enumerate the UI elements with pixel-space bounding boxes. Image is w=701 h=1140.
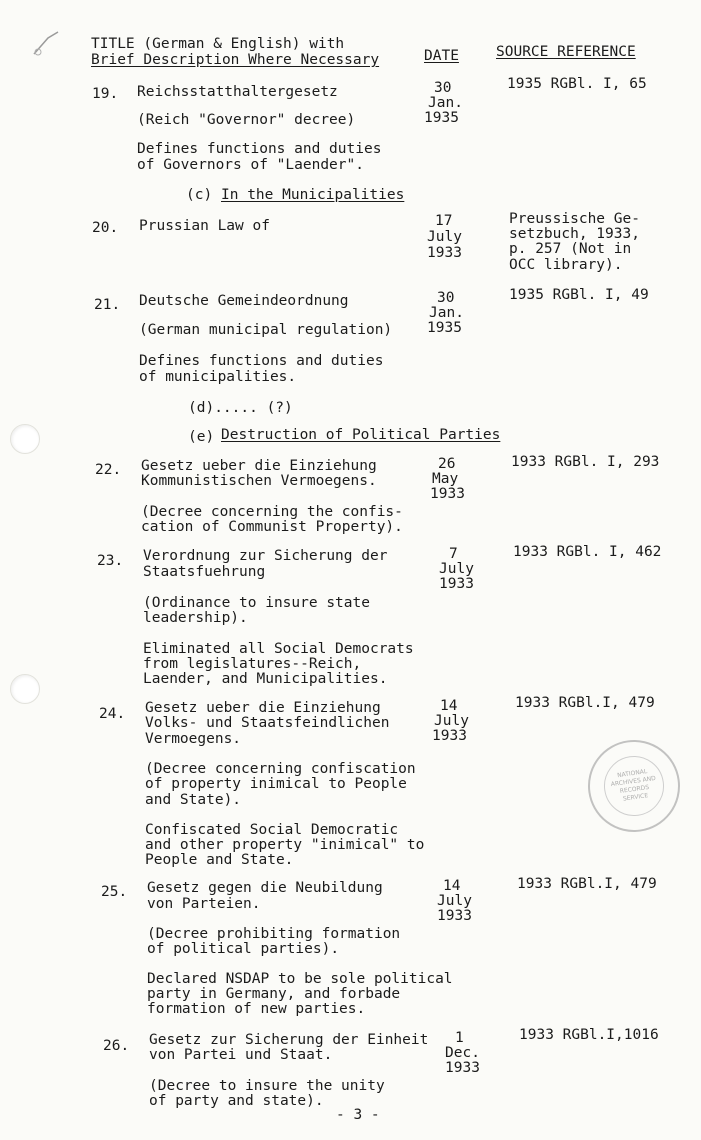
entry-date: July xyxy=(434,713,469,729)
entry-date: May xyxy=(432,471,459,487)
entry-number: 23. xyxy=(97,553,124,569)
entry-desc: and other property "inimical" to xyxy=(145,837,425,853)
entry-number: 25. xyxy=(101,884,128,900)
entry-title: Volks- und Staatsfeindlichen xyxy=(145,715,390,731)
header-date: DATE xyxy=(424,48,459,64)
entry-desc: People and State. xyxy=(145,852,294,868)
entry-desc: formation of new parties. xyxy=(147,1001,366,1017)
entry-english: (Decree to insure the unity xyxy=(149,1078,385,1094)
entry-title: Verordnung zur Sicherung der xyxy=(143,548,388,564)
subheading-d: (d)..... (?) xyxy=(188,400,293,416)
entry-english: (Decree concerning confiscation xyxy=(145,761,416,777)
header-title-line1: TITLE (German & English) with xyxy=(91,36,345,52)
corner-mark-icon xyxy=(30,28,64,58)
page-number: - 3 - xyxy=(336,1107,380,1123)
entry-title: Staatsfuehrung xyxy=(143,564,266,580)
entry-desc: of Governors of "Laender". xyxy=(137,157,364,173)
entry-date: July xyxy=(437,893,472,909)
punch-hole-icon xyxy=(10,674,40,704)
entry-english: of party and state). xyxy=(149,1093,324,1109)
entry-date: 1933 xyxy=(432,728,467,744)
entry-number: 26. xyxy=(103,1038,130,1054)
entry-title: Prussian Law of xyxy=(139,218,270,234)
entry-english: leadership). xyxy=(143,610,248,626)
entry-source: OCC library). xyxy=(509,257,623,273)
entry-english: (Decree prohibiting formation xyxy=(147,926,401,942)
entry-date: 14 xyxy=(440,698,458,714)
entry-english: (Decree concerning the confis- xyxy=(141,504,403,520)
entry-source: 1933 RGBl. I, 462 xyxy=(513,544,662,560)
entry-title: von Partei und Staat. xyxy=(149,1047,333,1063)
entry-desc: party in Germany, and forbade xyxy=(147,986,401,1002)
subheading-label: (e) xyxy=(188,429,215,445)
subheading-municipalities: In the Municipalities xyxy=(221,187,405,203)
subheading-label: (c) xyxy=(186,187,213,203)
entry-title: Deutsche Gemeindeordnung xyxy=(139,293,349,309)
entry-date: 1933 xyxy=(430,486,465,502)
entry-source: Preussische Ge- xyxy=(509,211,640,227)
entry-desc: of municipalities. xyxy=(139,369,297,385)
entry-date: 30 xyxy=(434,80,452,96)
entry-title: Kommunistischen Vermoegens. xyxy=(141,473,377,489)
entry-desc: Declared NSDAP to be sole political xyxy=(147,971,453,987)
entry-english: and State). xyxy=(145,792,242,808)
entry-date: 1935 xyxy=(427,320,462,336)
entry-source: 1935 RGBl. I, 49 xyxy=(509,287,649,303)
entry-date: 14 xyxy=(443,878,461,894)
entry-date: 30 xyxy=(437,290,455,306)
entry-desc: Laender, and Municipalities. xyxy=(143,671,388,687)
subheading-political-parties: Destruction of Political Parties xyxy=(221,427,501,443)
entry-desc: Eliminated all Social Democrats xyxy=(143,641,414,657)
entry-number: 24. xyxy=(99,706,126,722)
entry-date: 1 xyxy=(455,1030,464,1046)
punch-hole-icon xyxy=(10,424,40,454)
entry-source: 1933 RGBl.I, 479 xyxy=(517,876,657,892)
entry-source: 1933 RGBl. I, 293 xyxy=(511,454,660,470)
entry-title: Gesetz ueber die Einziehung xyxy=(145,700,381,716)
entry-title: Vermoegens. xyxy=(145,731,242,747)
entry-source: 1933 RGBl.I, 479 xyxy=(515,695,655,711)
entry-date: 1935 xyxy=(424,110,459,126)
entry-english: of property inimical to People xyxy=(145,776,407,792)
entry-date: 26 xyxy=(438,456,456,472)
entry-english: of political parties). xyxy=(147,941,340,957)
entry-title: von Parteien. xyxy=(147,896,261,912)
entry-title: Gesetz ueber die Einziehung xyxy=(141,458,377,474)
entry-desc: Confiscated Social Democratic xyxy=(145,822,399,838)
entry-date: 7 xyxy=(449,546,458,562)
entry-title: Reichsstatthaltergesetz xyxy=(137,84,338,100)
entry-title: Gesetz gegen die Neubildung xyxy=(147,880,383,896)
entry-number: 20. xyxy=(92,220,119,236)
entry-date: Jan. xyxy=(429,305,464,321)
entry-date: Jan. xyxy=(428,95,463,111)
entry-date: 1933 xyxy=(437,908,472,924)
entry-english: cation of Communist Property). xyxy=(141,519,403,535)
entry-english: (Reich "Governor" decree) xyxy=(137,112,356,128)
entry-english: (Ordinance to insure state xyxy=(143,595,370,611)
entry-date: July xyxy=(439,561,474,577)
entry-source: setzbuch, 1933, xyxy=(509,226,640,242)
archives-stamp xyxy=(582,734,686,838)
entry-date: 17 xyxy=(435,213,453,229)
entry-source: p. 257 (Not in xyxy=(509,241,632,257)
entry-desc: Defines functions and duties xyxy=(137,141,382,157)
entry-source: 1935 RGBl. I, 65 xyxy=(507,76,647,92)
entry-date: July xyxy=(427,229,462,245)
entry-date: Dec. xyxy=(445,1045,480,1061)
entry-title: Gesetz zur Sicherung der Einheit xyxy=(149,1032,429,1048)
entry-desc: from legislatures--Reich, xyxy=(143,656,362,672)
header-title-line2: Brief Description Where Necessary xyxy=(91,52,380,68)
header-source: SOURCE REFERENCE xyxy=(496,44,636,60)
entry-number: 21. xyxy=(94,297,121,313)
entry-date: 1933 xyxy=(445,1060,480,1076)
entry-number: 22. xyxy=(95,462,122,478)
entry-number: 19. xyxy=(92,86,119,102)
entry-desc: Defines functions and duties xyxy=(139,353,384,369)
entry-date: 1933 xyxy=(427,245,462,261)
entry-english: (German municipal regulation) xyxy=(139,322,393,338)
entry-source: 1933 RGBl.I,1016 xyxy=(519,1027,659,1043)
entry-date: 1933 xyxy=(439,576,474,592)
stamp-text: NATIONAL ARCHIVES AND RECORDS SERVICE xyxy=(600,752,668,820)
